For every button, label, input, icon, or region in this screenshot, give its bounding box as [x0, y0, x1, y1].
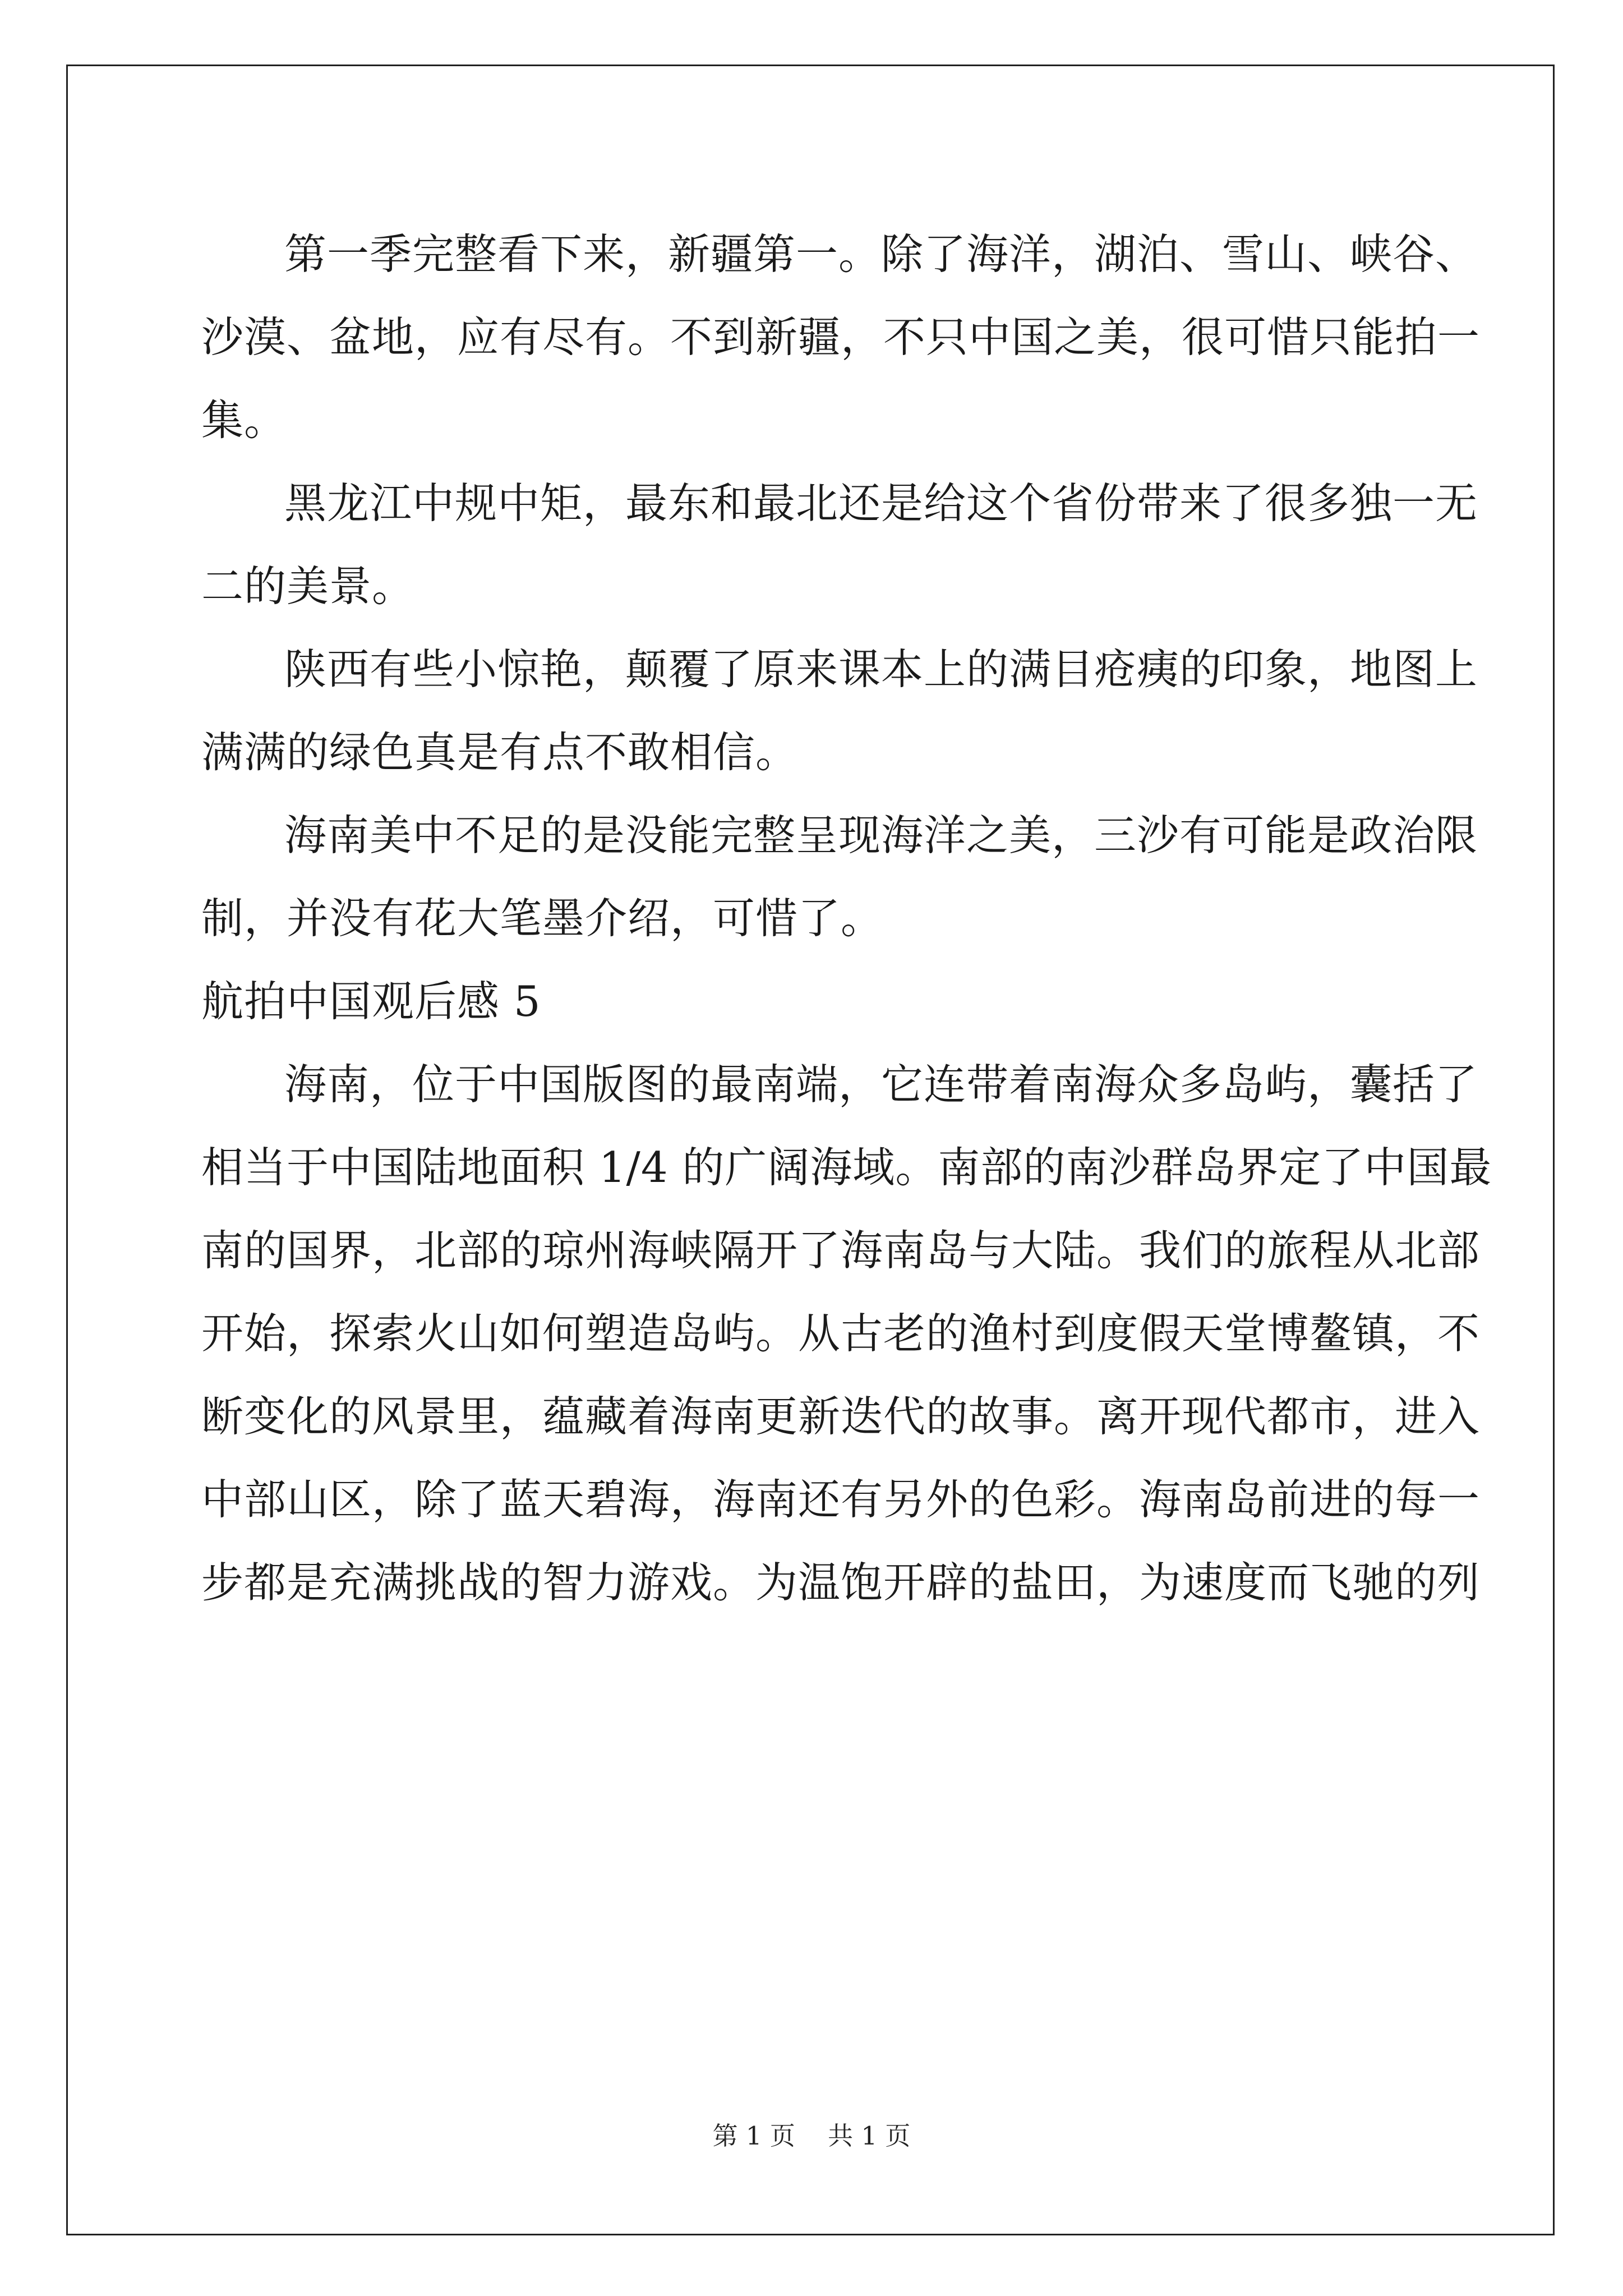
- document-body: [201, 213, 1492, 1624]
- text-line: 满满的绿色真是有点不敢相信。: [201, 728, 799, 777]
- page-number: 第 1 页: [712, 2121, 795, 2151]
- text-line: 步都是充满挑战的智力游戏。为温饱开辟的盐田，为速度而飞驰的列: [201, 1558, 1481, 1607]
- text-line: 陕西有些小惊艳，颠覆了原来课本上的满目疮痍的印象，地图上: [284, 645, 1478, 694]
- text-line: 南的国界，北部的琼州海峡隔开了海南岛与大陆。我们的旅程从北部: [201, 1226, 1481, 1275]
- text-line: 相当于中国陆地面积 1/4 的广阔海域。南部的南沙群岛界定了中国最: [201, 1143, 1492, 1192]
- text-line: 中部山区，除了蓝天碧海，海南还有另外的色彩。海南岛前进的每一: [201, 1475, 1481, 1524]
- text-line: 海南，位于中国版图的最南端，它连带着南海众多岛屿，囊括了: [284, 1060, 1478, 1109]
- text-line: 海南美中不足的是没能完整呈现海洋之美，三沙有可能是政治限: [284, 811, 1478, 860]
- text-line: 断变化的风景里，蕴藏着海南更新迭代的故事。离开现代都市，进入: [201, 1392, 1481, 1441]
- text-line: 制，并没有花大笔墨介绍，可惜了。: [201, 894, 884, 943]
- page-total: 共 1 页: [828, 2121, 911, 2151]
- text-line: 沙漠、盆地，应有尽有。不到新疆，不只中国之美，很可惜只能拍一: [201, 312, 1481, 362]
- text-line: 黑龙江中规中矩，最东和最北还是给这个省份带来了很多独一无: [284, 478, 1478, 528]
- section-heading: 航拍中国观后感 5: [201, 977, 541, 1026]
- text-line: 开始，探索火山如何塑造岛屿。从古老的渔村到度假天堂博鳌镇，不: [201, 1309, 1481, 1358]
- page-footer: [0, 2119, 1623, 2153]
- text-line: 集。: [201, 395, 287, 445]
- text-line: 二的美景。: [201, 562, 415, 611]
- text-line: 第一季完整看下来，新疆第一。除了海洋，湖泊、雪山、峡谷、: [284, 229, 1478, 279]
